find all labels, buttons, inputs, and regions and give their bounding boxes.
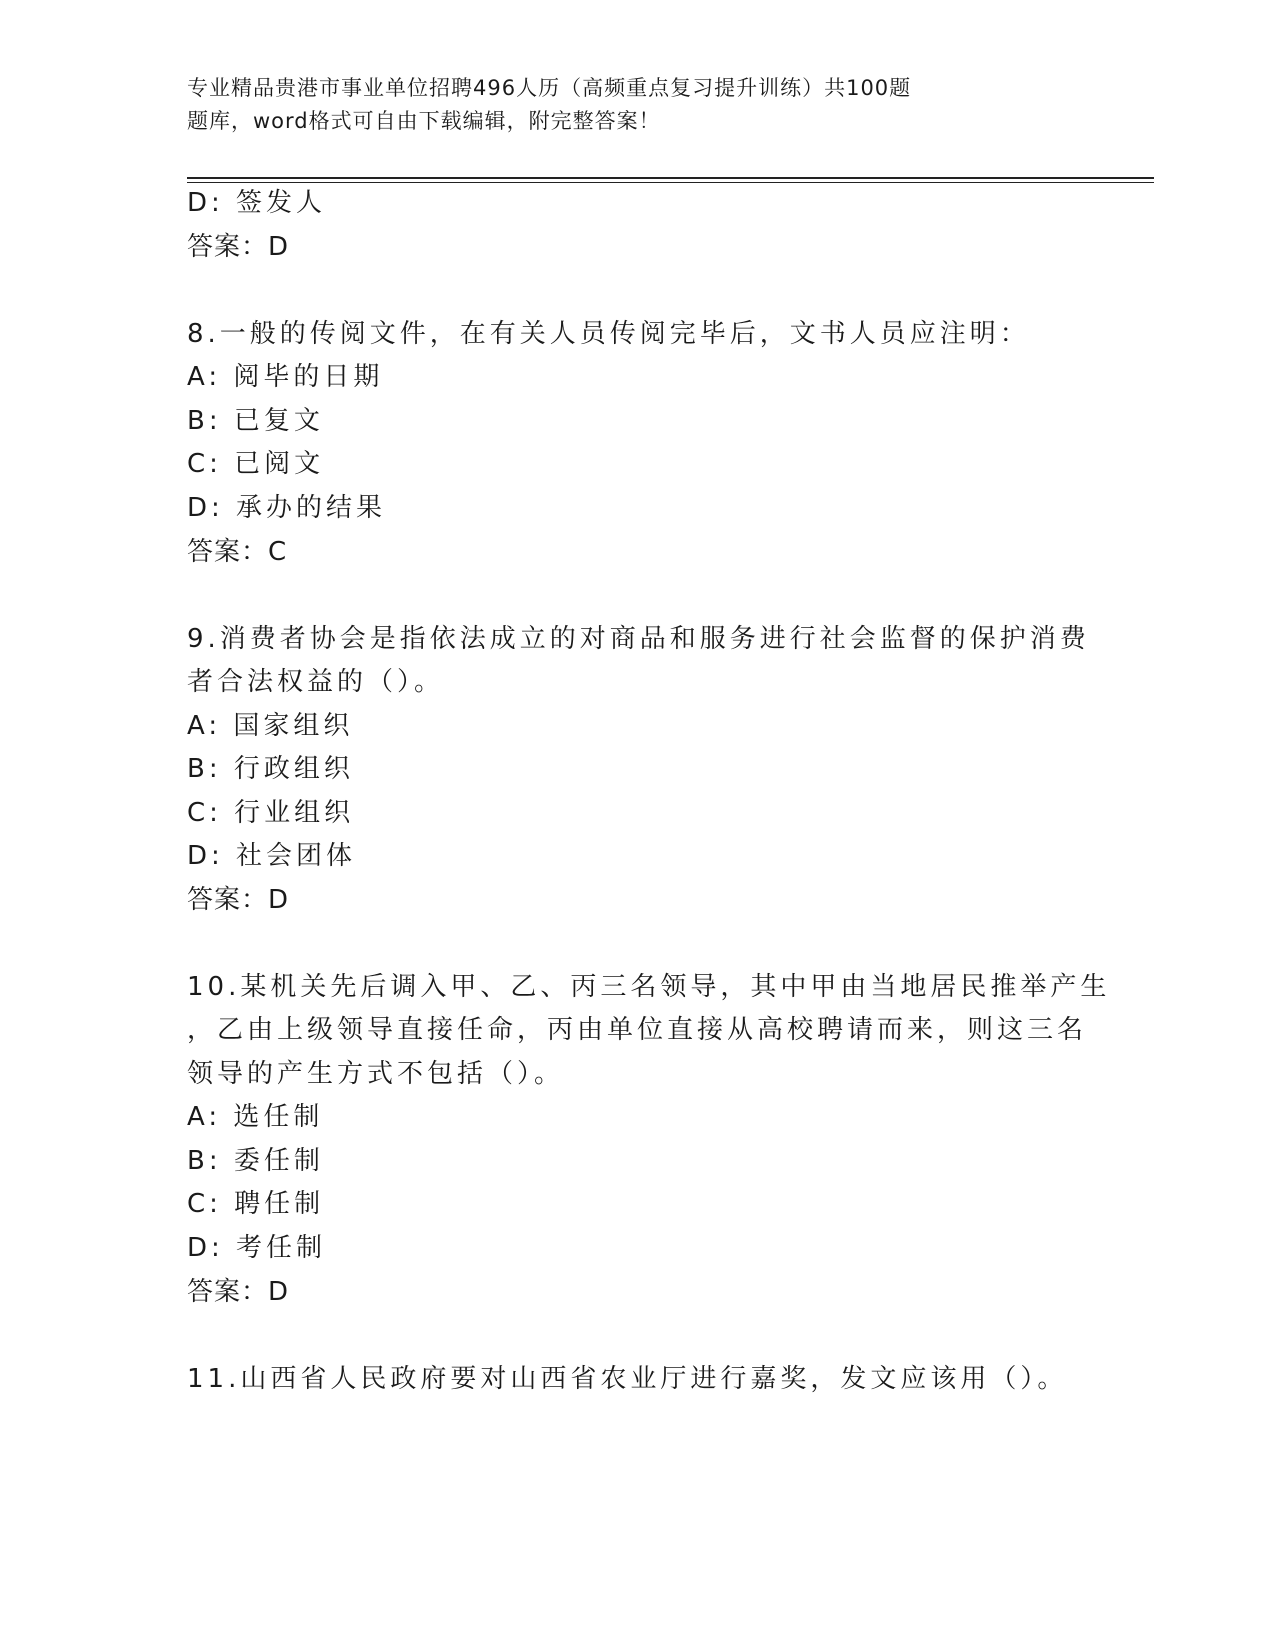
q8-option-b: B: 已复文 — [187, 406, 324, 436]
q10-option-b: B: 委任制 — [187, 1146, 324, 1176]
q10-stem-line-3: 领导的产生方式不包括（）。 — [187, 1059, 565, 1089]
header-line-1: 专业精品贵港市事业单位招聘496人历（高频重点复习提升训练）共100题 — [187, 76, 912, 100]
q10-answer: 答案：D — [187, 1277, 290, 1307]
q9-option-b: B: 行政组织 — [187, 754, 354, 784]
q10-stem-line-2: ，乙由上级领导直接任命，丙由单位直接从高校聘请而来，则这三名 — [187, 1015, 1088, 1045]
q10-stem-line-1: 10.某机关先后调入甲、乙、丙三名领导，其中甲由当地居民推举产生 — [187, 972, 1111, 1002]
q10-option-c: C: 聘任制 — [187, 1189, 325, 1219]
q10-option-d: D: 考任制 — [187, 1233, 327, 1263]
q8-stem: 8.一般的传阅文件，在有关人员传阅完毕后，文书人员应注明： — [187, 319, 1030, 349]
q8-answer: 答案：C — [187, 537, 288, 567]
q11-stem: 11.山西省人民政府要对山西省农业厅进行嘉奖，发文应该用（）。 — [187, 1364, 1068, 1394]
q9-stem-line-1: 9.消费者协会是指依法成立的对商品和服务进行社会监督的保护消费 — [187, 624, 1090, 654]
q10-option-a: A: 选任制 — [187, 1102, 324, 1132]
q9-option-c: C: 行业组织 — [187, 798, 355, 828]
header-line-2: 题库，word格式可自由下载编辑，附完整答案！ — [187, 109, 661, 133]
header-rule-thick — [187, 177, 1154, 179]
header-rule-thin — [187, 182, 1154, 183]
q9-stem-line-2: 者合法权益的（）。 — [187, 667, 445, 697]
q9-answer: 答案：D — [187, 885, 290, 915]
q9-option-a: A: 国家组织 — [187, 711, 354, 741]
q8-option-a: A: 阅毕的日期 — [187, 362, 384, 392]
q8-option-c: C: 已阅文 — [187, 449, 325, 479]
q7-answer: 答案：D — [187, 232, 290, 262]
q7-option-d: D: 签发人 — [187, 188, 327, 218]
document-header — [187, 72, 1017, 138]
q8-option-d: D: 承办的结果 — [187, 493, 387, 523]
q9-option-d: D: 社会团体 — [187, 841, 357, 871]
